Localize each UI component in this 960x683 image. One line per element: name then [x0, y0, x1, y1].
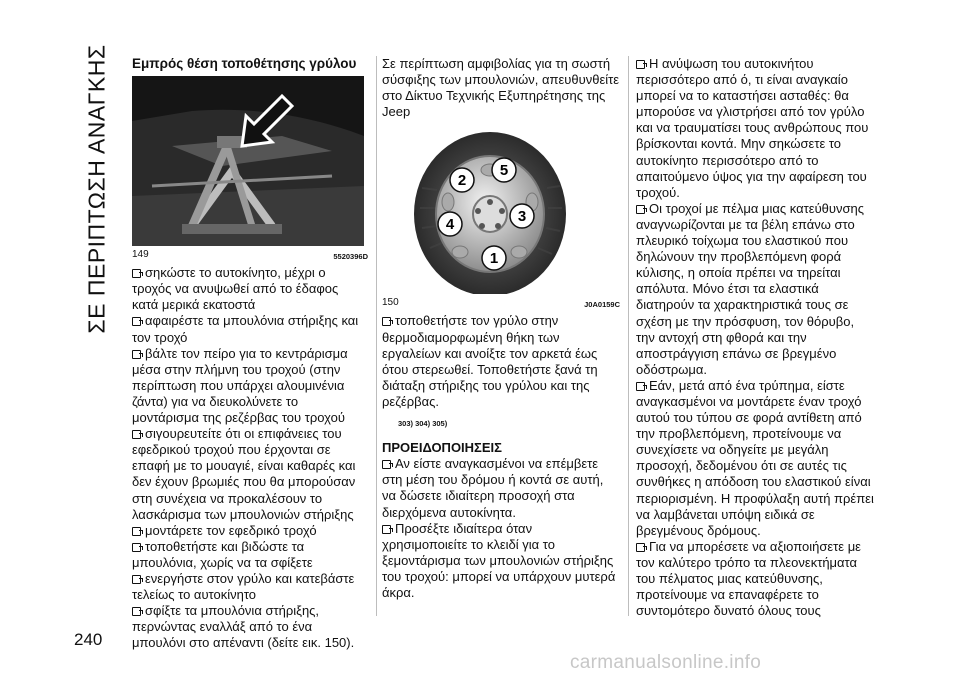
list-item-text: σιγουρευτείτε ότι οι επιφάνειες του εφεδρικού τροχού που έρχονται σε επαφή με το μουαγιέ, είναι καθαρές και δεν έχουν βρωμιές που θα μπορούσαν στη συνέχεια να προκαλέσουν το λασκάρισμα των μπουλονιών στήριξης: [132, 426, 356, 522]
list-item-text: σηκώστε το αυτοκίνητο, μέχρι ο τροχός να ανυψωθεί από το έδαφος κατά μερικά εκατοστά: [132, 265, 339, 313]
bullet-icon: [636, 205, 645, 214]
wheel-bolt-order-figure: [382, 128, 620, 294]
list-item: [132, 426, 368, 523]
warnings-heading: ΠΡΟΕΙΔΟΠΟΙΗΣΕΙΣ: [382, 440, 502, 456]
warning-text: Η ανύψωση του αυτοκινήτου περισσότερο από ό, τι είναι αναγκαίο μπορεί να το καταστήσει ασταθές: θα μπορούσε να γλιστρήσει από τον γρύλο και να τραυματίσει τους ανθρώπους που βρίσκονται κοντά. Μην σηκώσετε το αυτοκίνητο περισσότερο από το απαιτούμενο ύψος για την αφαίρεση του τροχού.: [636, 56, 869, 200]
chapter-title-text: ΣΕ ΠΕΡΙΠΤΩΣΗ ΑΝΑΓΚΗΣ: [83, 44, 110, 334]
list-item: [132, 346, 368, 426]
list-item: [132, 313, 368, 345]
warning-references: 303) 304) 305): [398, 419, 448, 429]
warning-text: Εάν, μετά από ένα τρύπημα, είστε αναγκασμένοι να μοντάρετε έναν τροχό αυτού του τύπου σε φορά αντίθετη από την προβλεπόμενη, προτείνουμε να συνεχίσετε να οδηγείτε με μεγάλη προσοχή, δεδομένου ότι σε αυτές τις συνθήκες η απόδοση του ελαστικού είναι περιορισμένη. Η προφύλαξη αυτή πρέπει να λαμβάνεται υπόψη ειδικά σε βρεγμένους δρόμους.: [636, 377, 874, 538]
jack-illustration: [132, 76, 364, 246]
figure-code: J0A0159C: [584, 300, 620, 310]
figure-code: 5520396D: [333, 252, 368, 262]
figure-caption: [382, 295, 620, 313]
figure-number: 150: [382, 297, 399, 309]
section-heading: Εμπρός θέση τοποθέτησης γρύλου: [132, 56, 357, 71]
bullet-icon: [382, 460, 391, 469]
list-item-text: μοντάρετε τον εφεδρικό τροχό: [145, 522, 317, 538]
warning-item: [636, 56, 876, 201]
figure-caption: [132, 247, 368, 265]
list-item-text: ενεργήστε στον γρύλο και κατεβάστε τελείως το αυτοκίνητο: [132, 570, 355, 603]
bullet-icon: [132, 575, 141, 584]
list-item: [132, 603, 368, 651]
list-item-text: σφίξτε τα μπουλόνια στήριξης, περνώντας εναλλάξ από το ένα μπουλόνι στο απέναντι (δείτε εικ. 150).: [132, 603, 355, 651]
bullet-icon: [132, 527, 141, 536]
list-item-text: τοποθετήστε τον γρύλο στην θερμοδιαμορφωμένη θήκη των εργαλείων και ανοίξτε τον αρκετά έως ότου στερεωθεί. Τοποθετήστε ξανά τη διάταξη στήριξης του γρύλου και της ρεζέρβας.: [382, 313, 598, 409]
list-item-text: τοποθετήστε και βιδώστε τα μπουλόνια, χωρίς να τα σφίξετε: [132, 538, 313, 570]
column-divider: [628, 56, 629, 616]
bullet-icon: [132, 543, 141, 552]
column-divider: [376, 56, 377, 616]
page-number: 240: [74, 630, 103, 649]
bolt-label-3: 3: [517, 208, 527, 226]
bolt-label-2: 2: [457, 172, 467, 190]
bullet-icon: [132, 269, 141, 278]
warning-item: [636, 539, 876, 619]
bullet-icon: [132, 317, 141, 326]
list-item: [132, 571, 368, 603]
bullet-icon: [636, 543, 645, 552]
warning-item: [636, 201, 876, 378]
column-3: [636, 56, 876, 619]
list-item: [132, 265, 368, 313]
warning-item: [382, 521, 620, 601]
list-item-text: βάλτε τον πείρο για το κεντράρισμα μέσα στην πλήμνη του τροχού (στην περίπτωση που υπάρχει αλουμινένια ζάντα) για να διευκολύνετε το μοντάρισμα της ρεζέρβας του τροχού: [132, 345, 348, 426]
warning-item: [636, 378, 876, 539]
bullet-icon: [382, 525, 391, 534]
warning-text: Οι τροχοί με πέλμα μιας κατεύθυνσης αναγνωρίζονται με τα βέλη επάνω στο πλευρικό τοίχωμα του ελαστικού που δηλώνουν την προβλεπόμενη φορά κύλισης, η οποία πρέπει να τηρείται απόλυτα. Μόνο έτσι τα ελαστικά διατηρούν τα χαρακτηριστικά τους σε σχέση με την πρόσφυση, τον θόρυβο, την αντοχή στη φθορά και την αποστράγγιση επάνω σε βρεγμένο οδόστρωμα.: [636, 200, 865, 377]
warning-text: Για να μπορέσετε να αξιοποιήσετε με τον καλύτερο τρόπο τα πλεονεκτήματα του πέλματος μιας κατεύθυνσης, προτείνουμε να επαναφέρετε το συντομότερο δυνατό όλους τους: [636, 538, 861, 619]
list-item: [132, 523, 368, 539]
bullet-icon: [132, 607, 141, 616]
bullet-icon: [132, 430, 141, 439]
bullet-icon: [636, 382, 645, 391]
bolt-label-1: 1: [489, 250, 499, 268]
warning-text: Αν είστε αναγκασμένοι να επέμβετε στη μέση του δρόμου ή κοντά σε αυτή, να δώσετε ιδιαίτερη προσοχή στα διερχόμενα αυτοκίνητα.: [382, 456, 604, 520]
bolt-label-4: 4: [445, 216, 455, 234]
jack-position-photo: [132, 76, 364, 246]
column-2: [382, 56, 620, 601]
bullet-icon: [132, 350, 141, 359]
list-item-text: αφαιρέστε τα μπουλόνια στήριξης και τον τροχό: [132, 313, 359, 345]
intro-paragraph: Σε περίπτωση αμφιβολίας για τη σωστή σύσφιξης των μπουλονιών, απευθυνθείτε στο Δίκτυο Τεχνικής Εξυπηρέτησης της Jeep: [382, 56, 620, 120]
warning-item: [382, 456, 620, 520]
list-item: [382, 313, 620, 410]
list-item: [132, 539, 368, 571]
wheel-illustration: [382, 128, 620, 294]
bolt-label-5: 5: [499, 162, 509, 180]
chapter-side-title: [84, 44, 110, 334]
figure-number: 149: [132, 249, 149, 261]
bullet-icon: [636, 60, 645, 69]
watermark: carmanualsonline.info: [570, 652, 762, 673]
bullet-icon: [382, 317, 391, 326]
warning-text: Προσέξτε ιδιαίτερα όταν χρησιμοποιείτε το κλειδί για το ξεμοντάρισμα των μπουλονιών στήριξης του τροχού: μπορεί να υπάρχουν μυτερά άκρα.: [382, 520, 616, 600]
column-1: [132, 56, 368, 651]
